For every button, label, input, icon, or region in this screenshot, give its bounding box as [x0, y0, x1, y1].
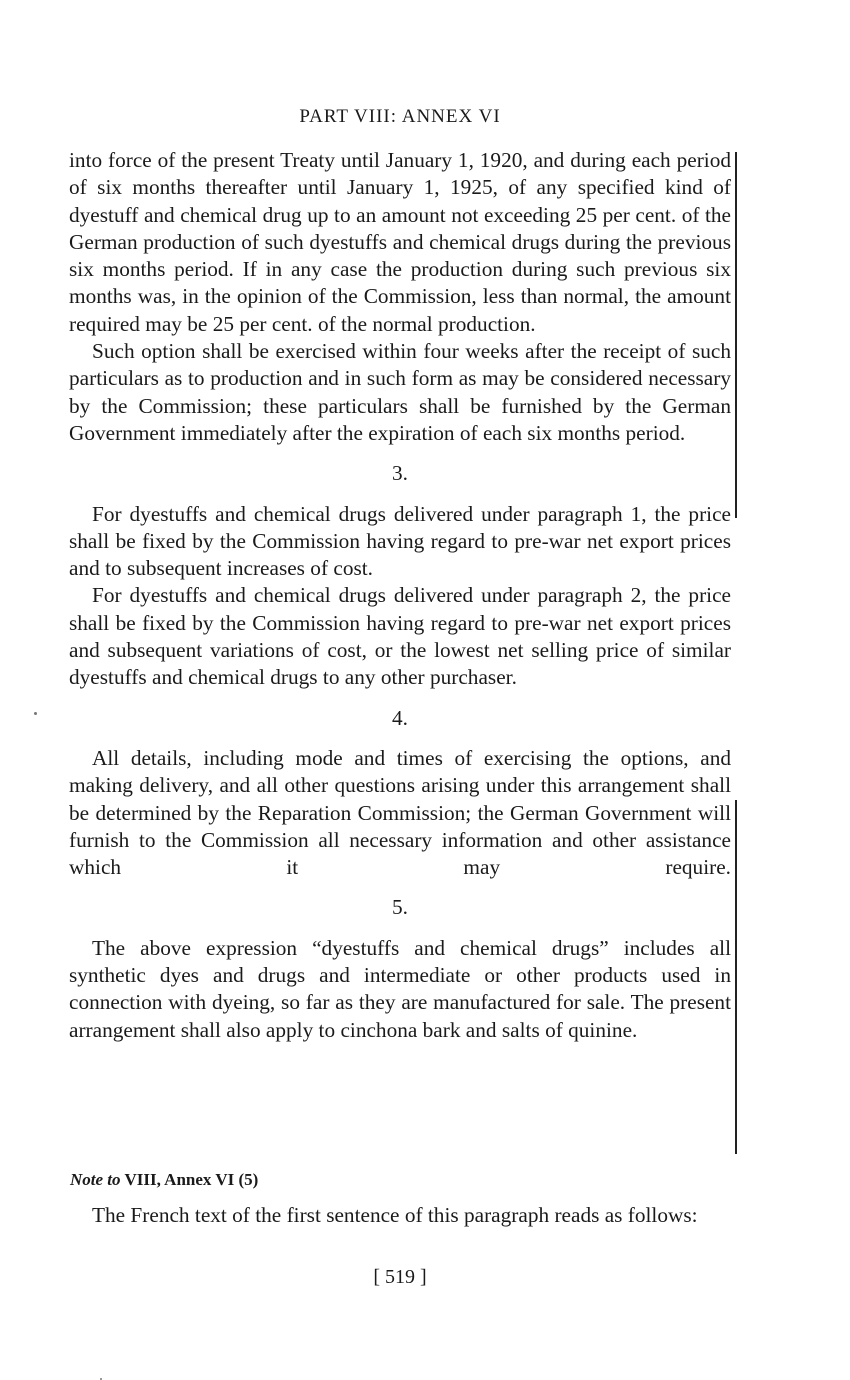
margin-rule-upper — [735, 152, 737, 518]
scan-speck — [34, 712, 37, 715]
annex-body — [69, 147, 731, 1044]
paragraph-continuation: into force of the present Treaty until January 1, 1920, and during each period of six months thereafter until January 1, 1925, of any specified kind of dyestuff and chemical drug up to an amount not exceeding 25 per cent. of the German production of such dyestuffs and chemical drugs during the previous six months period. If in any case the production during such previous six months was, in the opinion of the Commission, less than normal, the amount required may be 25 per cent. of the normal production. — [69, 148, 731, 336]
note-heading-reference: VIII, Annex VI (5) — [124, 1170, 259, 1189]
page-number: [ 519 ] — [373, 1266, 427, 1288]
section-number-3: 3. — [392, 461, 408, 486]
paragraph-definition: The above expression “dyestuffs and chemical drugs” includes all synthetic dyes and drugs and intermediate or other products used in connection with dyeing, so far as they are manufactured for sale. The present arrangement shall also apply to cinchona bark and salts of quinine. — [69, 935, 731, 1042]
paragraph-details: All details, including mode and times of exercising the options, and making delivery, and all other questions arising under this arrangement shall be determined by the Reparation Commission; the German Government will furnish to the Commission all necessary information and other assistance which it may require. — [69, 745, 731, 880]
paragraph-price-para-2: For dyestuffs and chemical drugs delivered under paragraph 2, the price shall be fixed by the Commission having regard to pre-war net export prices and subsequent variations of cost, or the lowest net selling price of similar dyestuffs and chemical drugs to any other purchaser. — [69, 583, 731, 690]
section-number-5: 5. — [392, 895, 408, 920]
note-heading-prefix: Note to — [70, 1170, 121, 1189]
paragraph-price-para-1: For dyestuffs and chemical drugs delivered under paragraph 1, the price shall be fixed by the Commission having regard to pre-war net export prices and to subsequent increases of cost. — [69, 501, 731, 581]
margin-rule-lower — [735, 800, 737, 1154]
running-head: PART VIII: ANNEX VI — [299, 106, 501, 127]
note-text: The French text of the first sentence of this paragraph reads as follows: — [92, 1203, 698, 1227]
paragraph-option-exercise: Such option shall be exercised within four weeks after the receipt of such particulars as to production and in such form as may be considered necessary by the Commission; these particulars shall be furnished by the German Government immediately after the expiration of each six months period. — [69, 339, 731, 445]
section-number-4: 4. — [392, 705, 408, 730]
note-heading — [70, 1170, 258, 1190]
